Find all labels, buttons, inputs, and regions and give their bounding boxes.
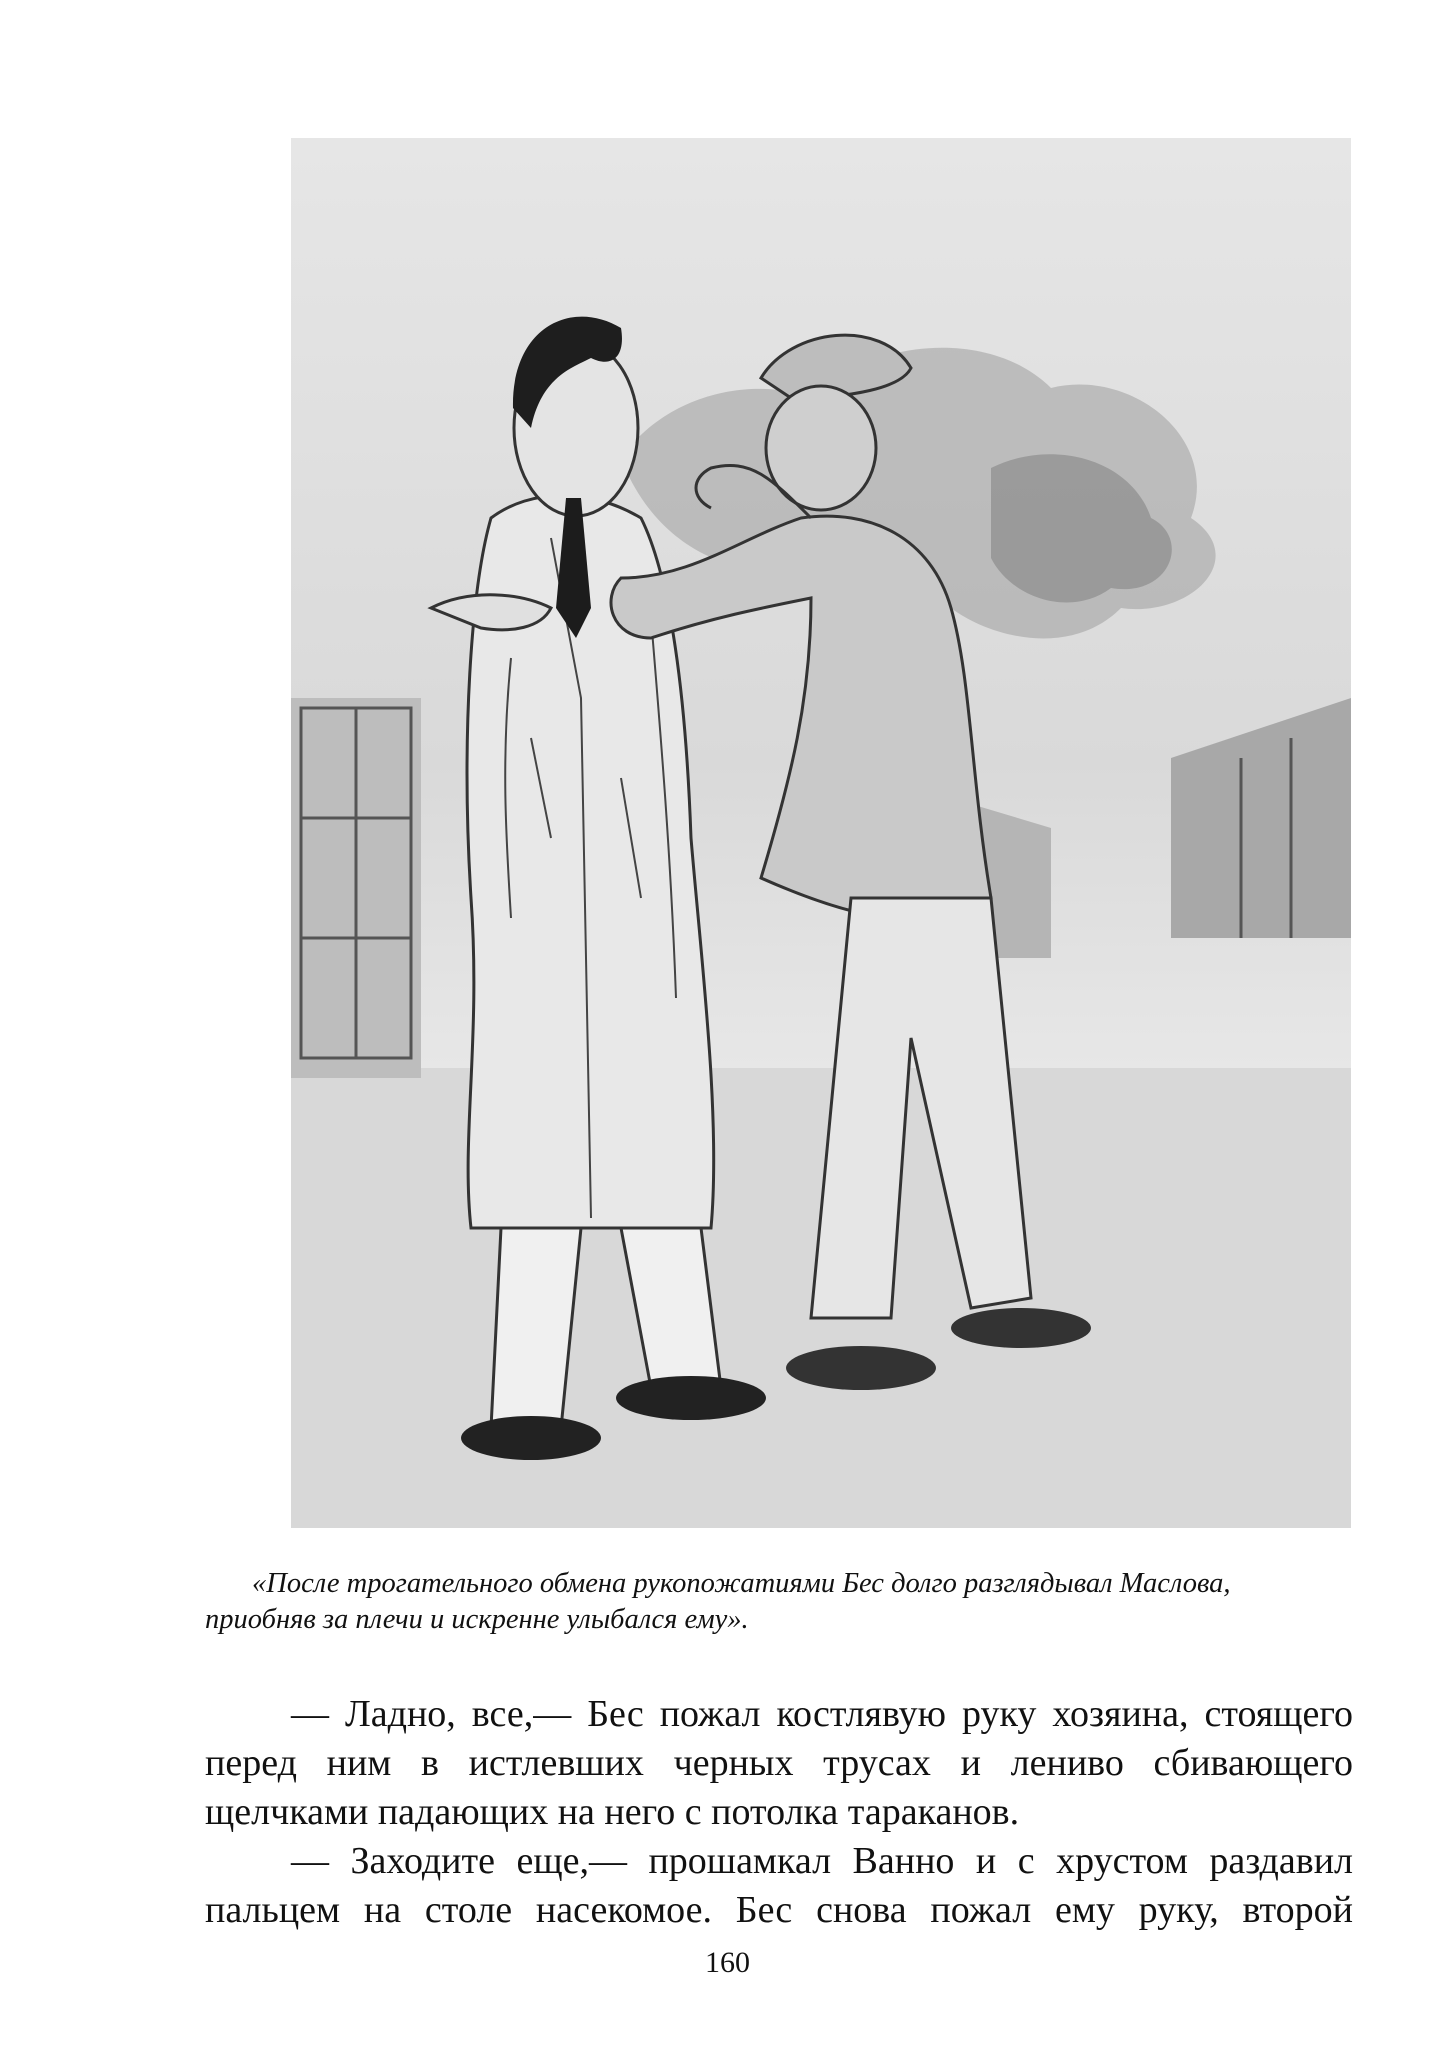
caption-line-1: «После трогательного обмена рукопожатиями Бес долго разглядывал Маслова, [252, 1568, 1231, 1599]
illustration-caption [205, 1566, 1353, 1638]
illustration [291, 138, 1351, 1528]
caption-line-2: приобняв за плечи и искренне улыбался ему». [205, 1604, 749, 1635]
body-line-3: щелчками падающих на него с потолка тараканов. [205, 1791, 1020, 1833]
body-text [205, 1690, 1353, 1935]
body-line-2: перед ним в истлевших черных трусах и лениво сбивающего [205, 1742, 1353, 1784]
illustration-image [291, 138, 1351, 1528]
body-line-5: пальцем на столе насекомое. Бес снова пожал ему руку, второй [205, 1889, 1353, 1931]
body-line-4: — Заходите еще,— прошамкал Ванно и с хрустом раздавил [291, 1840, 1353, 1882]
page-number: 160 [705, 1946, 750, 1979]
body-line-1: — Ладно, все,— Бес пожал костлявую руку хозяина, стоящего [291, 1693, 1353, 1735]
